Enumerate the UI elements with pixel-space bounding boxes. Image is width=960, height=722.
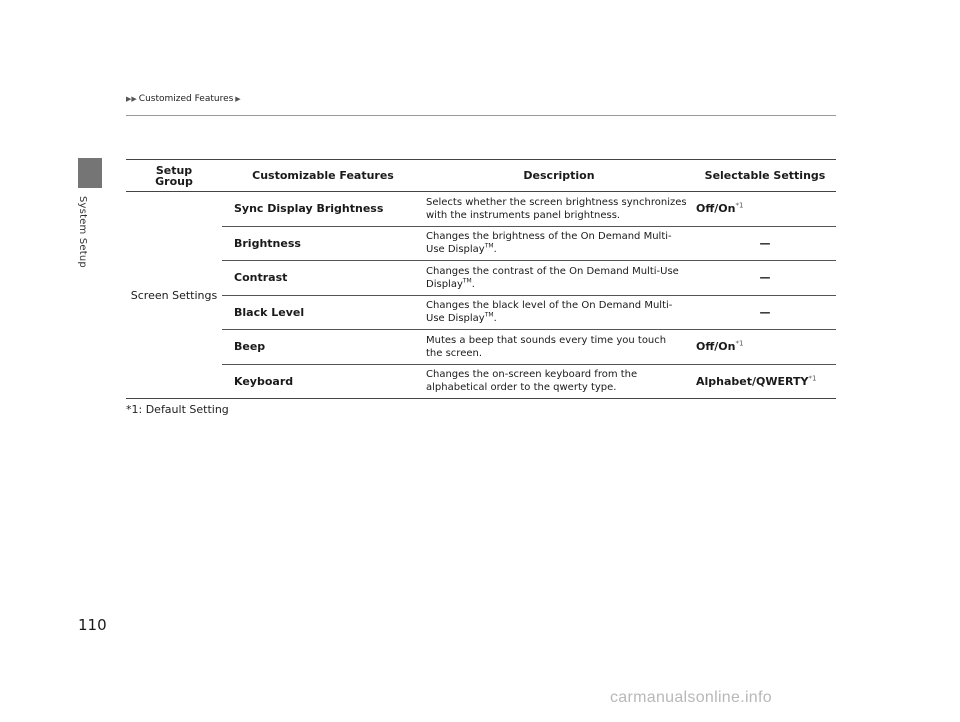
feature-name: Black Level: [234, 305, 305, 319]
header-description: Description: [523, 169, 595, 182]
description-line: Changes the brightness of the On Demand Multi-: [426, 231, 672, 243]
trademark-mark: TM: [462, 277, 472, 285]
setup-group-cell: Screen Settings: [126, 192, 222, 399]
feature-name: Contrast: [234, 271, 288, 285]
page-number: 110: [78, 616, 107, 634]
section-tab-marker: [78, 158, 102, 188]
description-line: alphabetical order to the qwerty type.: [426, 382, 617, 394]
feature-description: [424, 192, 694, 227]
description-end: .: [471, 278, 475, 290]
description-line: Changes the black level of the On Demand Multi-: [426, 300, 673, 312]
footnote-marker: *1: [735, 201, 744, 210]
default-setting-footnote: *1: Default Setting: [126, 403, 229, 416]
table-row: [126, 226, 836, 261]
description-line: Display: [426, 278, 463, 290]
table-row: [126, 261, 836, 296]
table-header-row: [126, 160, 836, 192]
feature-description: [424, 226, 694, 261]
header-divider: [126, 115, 836, 116]
setting-value: Off/On: [696, 340, 736, 354]
table-row: [126, 330, 836, 365]
description-line: the screen.: [426, 347, 483, 359]
description-line: Use Display: [426, 313, 485, 325]
footnote-marker: *1: [808, 374, 817, 383]
breadcrumb-arrow-icon: ▶: [235, 95, 241, 103]
description-end: .: [493, 313, 497, 325]
setting-value: Alphabet/QWERTY: [696, 374, 809, 388]
header-selectable-settings: Selectable Settings: [704, 169, 826, 182]
breadcrumb-arrow-icon: ▶▶: [126, 95, 137, 103]
watermark: carmanualsonline.info: [610, 689, 772, 706]
description-line: Use Display: [426, 244, 485, 256]
feature-name: Brightness: [234, 236, 301, 250]
section-side-label: System Setup: [77, 196, 88, 268]
description-line: Mutes a beep that sounds every time you touch: [426, 334, 667, 346]
feature-name: Keyboard: [234, 374, 294, 388]
table-row: [126, 295, 836, 330]
description-line: Changes the on-screen keyboard from the: [426, 369, 638, 381]
description-end: .: [493, 244, 497, 256]
selectable-setting: —: [759, 271, 771, 285]
breadcrumb: [126, 94, 241, 104]
selectable-setting: [694, 364, 836, 399]
feature-description: [424, 330, 694, 365]
customizable-features-table: [126, 159, 836, 399]
selectable-setting: [694, 192, 836, 227]
feature-description: [424, 295, 694, 330]
table-row: [126, 192, 836, 227]
feature-name: Sync Display Brightness: [234, 202, 384, 216]
feature-description: [424, 261, 694, 296]
trademark-mark: TM: [484, 242, 494, 250]
selectable-setting: —: [759, 305, 771, 319]
selectable-setting: [694, 330, 836, 365]
feature-description: [424, 364, 694, 399]
header-group-line: Group: [155, 174, 193, 188]
description-line: Selects whether the screen brightness synchronizes: [426, 196, 687, 208]
description-line: with the instruments panel brightness.: [426, 209, 621, 221]
header-setup-line: Setup: [155, 163, 193, 177]
table-row: [126, 364, 836, 399]
setting-value: Off/On: [696, 202, 736, 216]
header-customizable-features: Customizable Features: [252, 169, 394, 182]
trademark-mark: TM: [484, 311, 494, 319]
breadcrumb-label[interactable]: Customized Features: [138, 94, 234, 104]
selectable-setting: —: [759, 236, 771, 250]
header-setup-group: [126, 160, 222, 192]
feature-name: Beep: [234, 340, 266, 354]
footnote-marker: *1: [735, 339, 744, 348]
description-line: Changes the contrast of the On Demand Multi-Use: [426, 265, 679, 277]
